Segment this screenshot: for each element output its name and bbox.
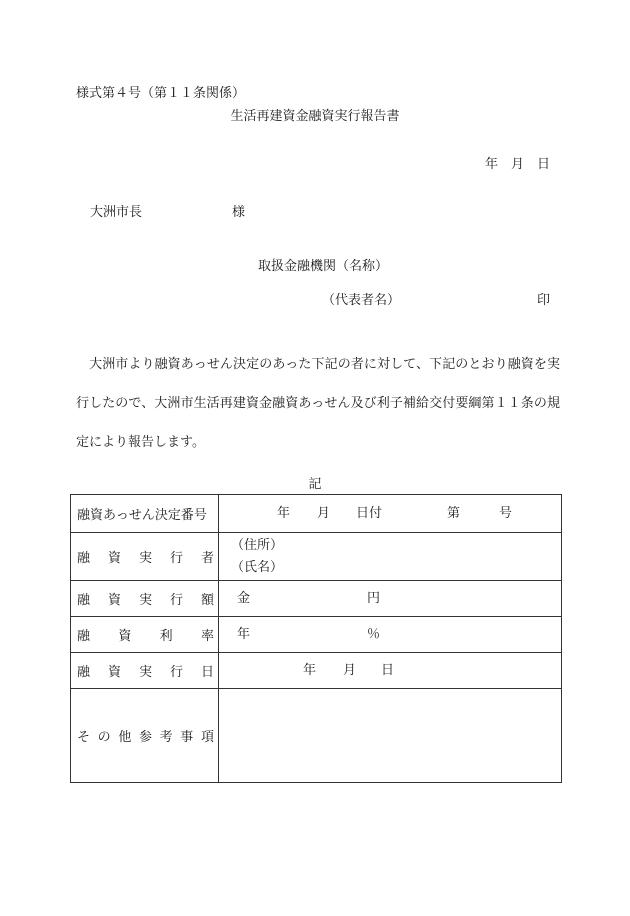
table-row-borrower [71,533,562,581]
label-char: 者 [200,551,214,566]
form-number: 様式第４号（第１１条関係） [76,86,246,101]
decision-go: 号 [499,506,513,521]
table-row-decision-number [71,495,562,533]
label-char: 資 [107,551,121,566]
label-char: 利 [159,629,173,644]
label-char: 考 [159,730,173,745]
other-notes-cell[interactable] [219,689,562,783]
label-char: 融 [77,593,91,608]
label-char: 日 [200,665,214,680]
label-decision-number: 融資あっせん決定番号 [71,495,219,533]
borrower-cell[interactable] [219,533,562,581]
label-char: 行 [169,551,183,566]
decision-date-suffix: 日付 [356,506,383,521]
label-char: 項 [200,730,214,745]
label-char: 実 [138,665,152,680]
decision-number-cell[interactable] [219,495,562,533]
label-char: そ [77,730,91,745]
borrower-name-label: （氏名） [231,559,284,575]
rate-percent: ％ [367,627,381,642]
label-char: 率 [200,629,214,644]
label-char: 資 [107,665,121,680]
label-char: 行 [169,593,183,608]
institution-label: 取扱金融機関（名称） [258,259,389,274]
label-other-notes [71,689,219,783]
addressee: 大洲市長 [90,205,143,220]
amount-en: 円 [367,591,381,606]
table-row-amount [71,581,562,617]
label-char: 資 [118,629,132,644]
decision-month: 月 [317,506,331,521]
amount-kin: 金 [237,591,251,606]
label-char: 融 [77,551,91,566]
rate-nen: 年 [237,627,251,642]
exec-month: 月 [343,663,357,678]
decision-year: 年 [277,506,291,521]
document-title: 生活再建資金融資実行報告書 [230,109,400,124]
label-borrower [71,533,219,581]
body-text [76,345,560,462]
decision-dai: 第 [447,506,461,521]
report-table [70,494,562,783]
table-row-other-notes [71,689,562,783]
table-row-execution-date [71,653,562,689]
exec-day: 日 [381,663,395,678]
label-char: 実 [138,593,152,608]
label-execution-date [71,653,219,689]
ki-heading: 記 [308,477,322,492]
honorific: 様 [232,205,246,220]
body-paragraph: 大洲市より融資あっせん決定のあった下記の者に対して、下記のとおり融資を実行したので、大洲市生活再建資金融資あっせん及び利子補給交付要綱第１１条の規定により報告します。 [76,357,560,450]
label-interest-rate [71,617,219,653]
date-line: 年 月 日 [484,157,550,172]
borrower-address-label: （住所） [231,537,284,553]
label-char: 他 [118,730,132,745]
table-row-interest-rate [71,617,562,653]
label-amount [71,581,219,617]
label-char: 融 [77,629,91,644]
label-char: 行 [169,665,183,680]
label-char: 額 [200,593,214,608]
exec-year: 年 [303,663,317,678]
label-char: 事 [180,730,194,745]
amount-cell[interactable] [219,581,562,617]
execution-date-cell[interactable] [219,653,562,689]
label-char: 資 [107,593,121,608]
label-char: の [97,730,111,745]
label-char: 参 [138,730,152,745]
interest-rate-cell[interactable] [219,617,562,653]
seal-mark: 印 [537,293,551,308]
representative-label: （代表者名） [322,293,401,308]
label-char: 実 [138,551,152,566]
label-char: 融 [77,665,91,680]
